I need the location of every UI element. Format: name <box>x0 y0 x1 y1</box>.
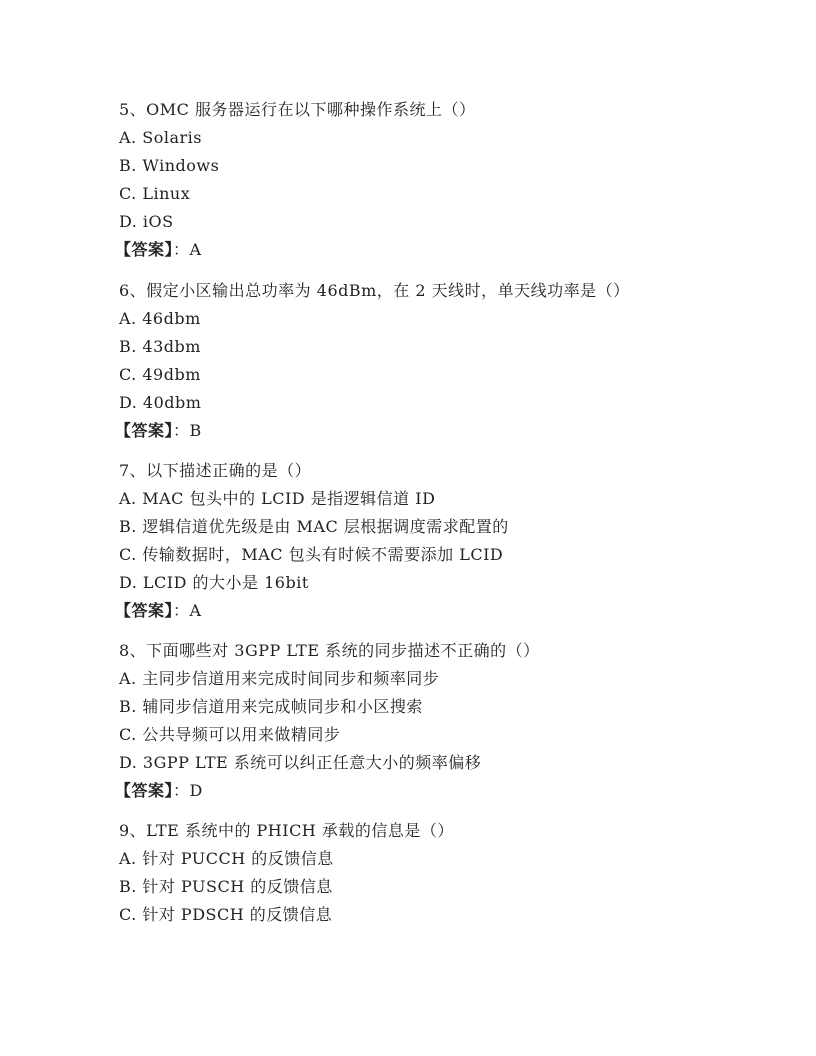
option-c: C. 49dbm <box>119 365 201 384</box>
option-c: C. 公共导频可以用来做精同步 <box>119 725 341 744</box>
question-stem: 8、下面哪些对 3GPP LTE 系统的同步描述不正确的（） <box>119 641 540 660</box>
option-b: B. Windows <box>119 156 220 175</box>
question-stem: 9、LTE 系统中的 PHICH 承载的信息是（） <box>119 821 454 840</box>
option-b: B. 辅同步信道用来完成帧同步和小区搜索 <box>119 697 423 716</box>
option-b: B. 针对 PUSCH 的反馈信息 <box>119 877 333 896</box>
question-5 <box>115 96 739 264</box>
answer-label: 【答案】 <box>115 781 174 800</box>
question-stem: 7、以下描述正确的是（） <box>119 461 312 480</box>
option-c: C. 针对 PDSCH 的反馈信息 <box>119 905 333 924</box>
answer-line <box>115 417 739 445</box>
answer-separator: ： <box>173 240 190 259</box>
question-9 <box>119 817 739 929</box>
answer-value: D <box>189 781 203 800</box>
option-b: B. 逻辑信道优先级是由 MAC 层根据调度需求配置的 <box>119 517 509 536</box>
option-c: C. 传输数据时，MAC 包头有时候不需要添加 LCID <box>119 545 504 564</box>
option-a: A. MAC 包头中的 LCID 是指逻辑信道 ID <box>119 489 436 508</box>
option-b: B. 43dbm <box>119 337 201 356</box>
option-d: D. iOS <box>119 212 174 231</box>
option-a: A. Solaris <box>119 128 202 147</box>
question-8 <box>115 637 739 805</box>
question-6 <box>115 277 739 445</box>
answer-line <box>115 236 739 264</box>
answer-value: A <box>189 240 202 259</box>
option-c: C. Linux <box>119 184 191 203</box>
option-d: D. 40dbm <box>119 393 202 412</box>
answer-line <box>115 597 739 625</box>
answer-label: 【答案】 <box>115 421 174 440</box>
answer-separator: ： <box>173 421 190 440</box>
question-7 <box>115 457 739 625</box>
answer-label: 【答案】 <box>115 601 174 620</box>
answer-value: B <box>189 421 202 440</box>
answer-line <box>115 777 739 805</box>
answer-label: 【答案】 <box>115 240 174 259</box>
option-a: A. 主同步信道用来完成时间同步和频率同步 <box>119 669 440 688</box>
answer-separator: ： <box>173 601 190 620</box>
option-a: A. 针对 PUCCH 的反馈信息 <box>119 849 334 868</box>
answer-value: A <box>189 601 202 620</box>
answer-separator: ： <box>173 781 190 800</box>
option-a: A. 46dbm <box>119 309 201 328</box>
option-d: D. LCID 的大小是 16bit <box>119 573 309 592</box>
question-stem: 6、假定小区输出总功率为 46dBm，在 2 天线时，单天线功率是（） <box>119 281 630 300</box>
question-stem: 5、OMC 服务器运行在以下哪种操作系统上（） <box>119 100 476 119</box>
option-d: D. 3GPP LTE 系统可以纠正任意大小的频率偏移 <box>119 753 482 772</box>
